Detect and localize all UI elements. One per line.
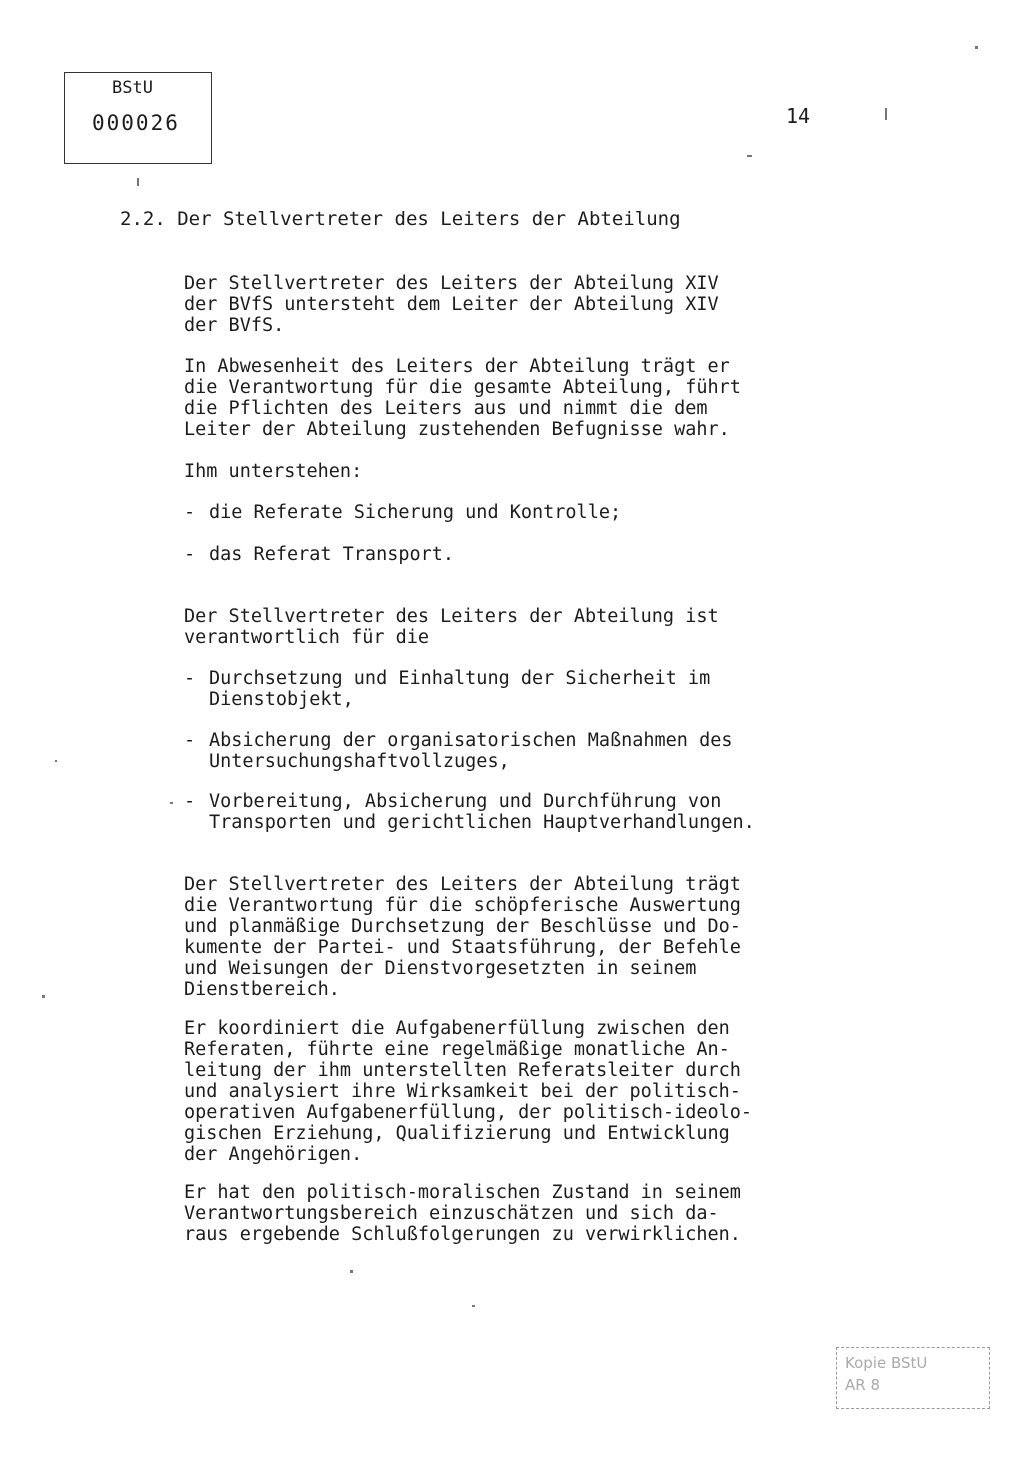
paragraph-assessment: Er hat den politisch-moralischen Zustand in seinem Verantwortungsbereich einzuschätzen und sich da- raus ergebende Schlußfolgerungen zu verwirklichen.: [184, 1182, 741, 1245]
paragraph-absence: In Abwesenheit des Leiters der Abteilung trägt er die Verantwortung für die gesamte Abteilung, führt die Pflichten des Leiters aus und nimmt die dem Leiter der Abteilung zustehenden Befugnisse wahr.: [184, 356, 741, 440]
paragraph-subordination: Der Stellvertreter des Leiters der Abteilung XIV der BVfS untersteht dem Leiter der Abteilung XIV der BVfS.: [184, 273, 719, 336]
list-bullet: -: [184, 730, 196, 751]
list-item: Absicherung der organisatorischen Maßnahmen des Untersuchungshaftvollzuges,: [209, 730, 733, 772]
list-bullet: -: [184, 544, 196, 565]
paragraph-implementation: Der Stellvertreter des Leiters der Abteilung trägt die Verantwortung für die schöpferische Auswertung und planmäßige Durchsetzung der Beschlüsse und Do- kumente der Partei- und Staatsführung, der Befehle und Weisungen der Dienstvorgesetzten in seinem Dienstbereich.: [184, 874, 741, 1000]
scan-speck: [350, 1270, 353, 1273]
list-bullet: -: [184, 502, 196, 523]
copy-stamp-label: Kopie BStU: [845, 1354, 928, 1372]
paragraph-coordination: Er koordiniert die Aufgabenerfüllung zwischen den Referaten, führte eine regelmäßige monatliche An- leitung der ihm unterstellten Referatsleiter durch und analysiert ihre Wirksamkeit bei der politisch- operativen Aufgabenerfüllung, der politisch-ideolo- gischen Erziehung, Qualifizierung und Entwicklung der Angehörigen.: [184, 1018, 753, 1165]
list-item: die Referate Sicherung und Kontrolle;: [209, 502, 622, 523]
list-bullet: -: [184, 668, 196, 689]
scan-speck: [885, 108, 887, 120]
paragraph-responsibility: Der Stellvertreter des Leiters der Abteilung ist verantwortlich für die: [184, 606, 719, 648]
archive-stamp: [64, 72, 212, 164]
list-item: Durchsetzung und Einhaltung der Sicherheit im Dienstobjekt,: [209, 668, 711, 710]
copy-stamp: [836, 1347, 990, 1409]
scan-speck: [42, 995, 45, 998]
list-item: das Referat Transport.: [209, 544, 455, 565]
page-number: 14: [786, 104, 811, 128]
paragraph-subordinates: Ihm unterstehen:: [184, 461, 363, 482]
scan-speck: [55, 760, 57, 762]
scan-speck: [472, 1305, 475, 1307]
list-bullet: -: [184, 791, 196, 812]
scan-speck: [170, 802, 173, 804]
scan-speck: [137, 178, 139, 186]
scan-speck: [975, 46, 978, 49]
copy-stamp-ref: AR 8: [845, 1376, 880, 1394]
scan-speck: [747, 155, 752, 157]
list-item: Vorbereitung, Absicherung und Durchführung von Transporten und gerichtlichen Hauptverhandlungen.: [209, 791, 755, 833]
stamp-number: 000026: [92, 111, 180, 135]
section-heading: 2.2. Der Stellvertreter des Leiters der Abteilung: [120, 208, 681, 230]
stamp-agency: BStU: [112, 78, 153, 98]
